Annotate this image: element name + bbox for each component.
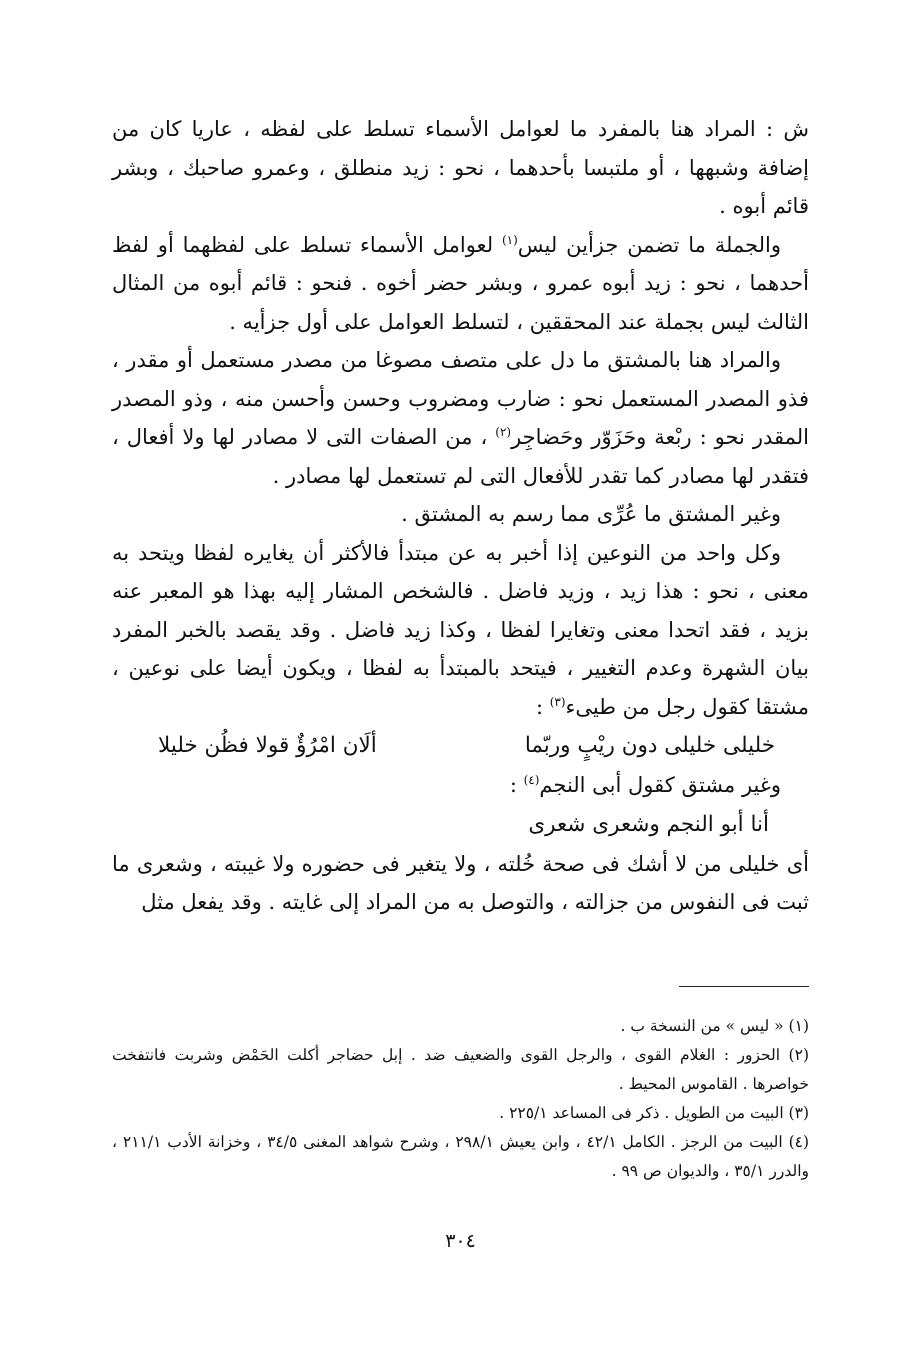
paragraph-1 (112, 110, 809, 226)
paragraph-7 (112, 845, 809, 922)
paragraph-4-text: وغير المشتق ما عُرِّى مما رسم به المشتق . (401, 502, 781, 526)
main-text (112, 110, 809, 922)
paragraph-2-text-a: والجملة ما تضمن جزأين ليس (517, 232, 781, 257)
paragraph-2 (112, 226, 809, 342)
paragraph-5-text-b: : (535, 694, 550, 719)
paragraph-4 (112, 495, 809, 534)
verse-1-first-hemistich: خليلى خليلى دون ريْبٍ وربّما (524, 733, 775, 758)
footnote-ref-4: (٤) (523, 773, 540, 787)
footnote-3: (٣) البيت من الطويل . ذكر فى المساعد ٢٢٥/١ . (499, 1104, 809, 1122)
footnote-separator (679, 986, 809, 987)
verse-1 (112, 726, 809, 766)
page-number: ٣٠٤ (445, 1230, 476, 1252)
verse-2 (112, 805, 809, 845)
footnote-ref-1: (١) (501, 232, 518, 247)
footnote-2: (٢) الحزور : الغلام القوى ، والرجل القوى والضعيف ضد . إبل حضاجر أكلت الحَمْض وشربت فانتفخت خواصرها . القاموس المحيط . (112, 1046, 809, 1093)
verse-1-second-hemistich: ألَان امْرُؤٌ قولا فظُن خليلا (158, 733, 377, 758)
footnote-1: (١) « ليس » من النسخة ب . (620, 1017, 809, 1035)
footnotes (112, 1012, 809, 1186)
footnote-4: (٤) البيت من الرجز . الكامل ٤٢/١ ، وابن يعيش ٢٩٨/١ ، وشرح شواهد المغنى ٣٤/٥ ، وخزانة الأدب ٢١١/١ ، والدرر ٣٥/١ ، والديوان ص ٩٩ . (112, 1133, 810, 1180)
paragraph-6-text-a: وغير مشتق كقول أبى النجم (539, 773, 781, 797)
paragraph-1-text: ش : المراد هنا بالمفرد ما لعوامل الأسماء تسلط على لفظه ، عاريا كان من إضافة وشبهها ، أو ملتبسا بأحدهما ، نحو : زيد منطلق ، وعمرو صاحبك ، وبشر قائم أبوه . (112, 117, 809, 218)
paragraph-6-text-b: : (509, 773, 524, 797)
paragraph-3-text-b: ، من الصفات التى لا مصادر لها ولا أفعال ، فتقدر لها مصادر كما تقدر للأفعال التى لم تستعمل لها مصادر . (112, 425, 809, 488)
paragraph-5-text-a: وكل واحد من النوعين إذا أخبر به عن مبتدأ فالأكثر أن يغايره لفظا ويتحد به معنى ، نحو : هذا زيد ، وزيد فاضل . فالشخص المشار إليه بهذا هو المعبر عنه بزيد ، فقد اتحدا معنى وتغايرا لفظا ، وكذا زيد فاضل . وقد يقصد بالخبر المفرد بيان الشهرة وعدم التغيير ، فيتحد بالمبتدأ به لفظا ، ويكون أيضا على نوعين ، مشتقا كقول رجل من طيىء (112, 540, 809, 719)
footnote-ref-3: (٣) (549, 694, 566, 709)
paragraph-3 (112, 341, 809, 495)
paragraph-3-text-a: والمراد هنا بالمشتق ما دل على متصف مصوغا من مصدر مستعمل أو مقدر ، فذو المصدر المستعمل نحو : ضارب ومضروب وحسن وأحسن منه ، وذو المصدر المقدر نحو : ربْعة وحَزَوّر وحَضاجِر (112, 348, 810, 449)
verse-2-text: أنا أبو النجم وشعرى شعرى (528, 811, 769, 837)
paragraph-5 (112, 534, 809, 727)
footnote-ref-2: (٢) (495, 425, 512, 439)
paragraph-7-text: أى خليلى من لا أشك فى صحة خُلته ، ولا يتغير فى حضوره ولا غيبته ، وشعرى ما ثبت فى النفوس من جزالته ، والتوصل به من المراد إلى غايته . وقد يفعل مثل (112, 851, 809, 914)
paragraph-6 (112, 766, 809, 805)
paragraph-2-text-b: لعوامل الأسماء تسلط على لفظهما أو لفظ أحدهما ، نحو : زيد أبوه عمرو ، وبشر حضر أخوه . فنحو : قائم أبوه من المثال الثالث ليس بجملة عند المحققين ، لتسلط العوامل على أول جزأيه . (112, 232, 809, 334)
